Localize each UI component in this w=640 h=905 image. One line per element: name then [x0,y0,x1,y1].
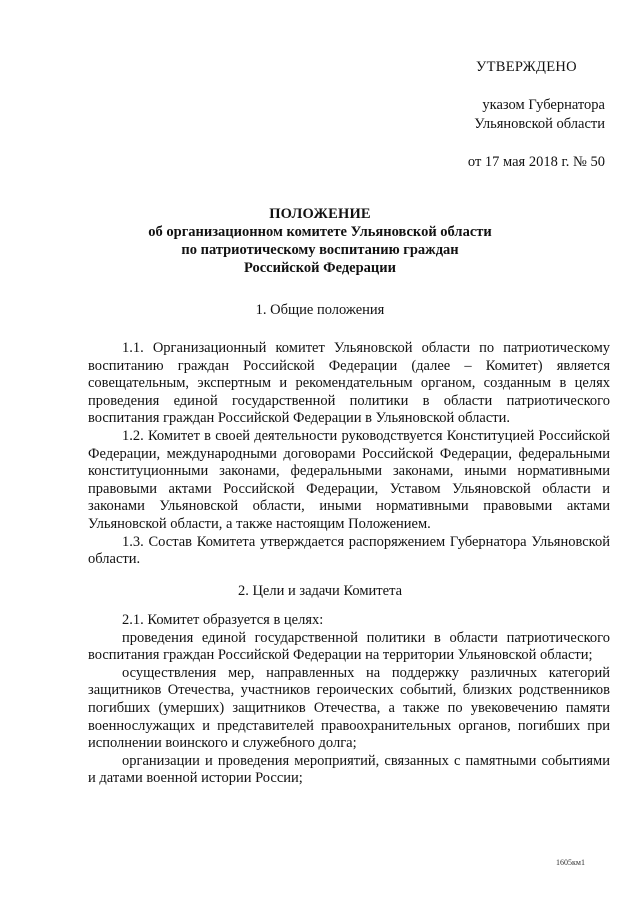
document-code: 1605км1 [556,858,585,867]
section1-paragraph-3: 1.3. Состав Комитета утверждается распоряжением Губернатора Ульяновской области. [88,533,610,568]
section1-body [88,340,610,569]
section1-paragraph-2: 1.2. Комитет в своей деятельности руководствуется Конституцией Российской Федерации, международными договорами Российской Федерации, федеральными конституционными законами, федеральными законами, иными нормативными правовыми актами Российской Федерации, Уставом Ульяновской области и законами Ульяновской области, иными нормативными правовыми актами Ульяновской области, а также настоящим Положением. [88,427,610,532]
title-line3: по патриотическому воспитанию граждан [181,242,459,258]
section1-heading: 1. Общие положения [255,302,385,318]
section2-paragraph-2: проведения единой государственной политики в области патриотического воспитания граждан Российской Федерации на территории Ульяновской области; [88,629,610,664]
section2-paragraph-4: организации и проведения мероприятий, связанных с памятными событиями и датами военной истории России; [88,752,610,787]
approval-word: УТВЕРЖДЕНО [476,59,577,75]
approval-date: от 17 мая 2018 г. № 50 [467,154,605,170]
approval-authority-line1: указом Губернатора [482,97,605,113]
document-title [0,205,640,277]
title-line2: об организационном комитете Ульяновской области [148,224,492,240]
title-line4: Российской Федерации [243,260,396,276]
section2-heading: 2. Цели и задачи Комитета [237,583,403,599]
section2-body [88,612,610,788]
approval-authority-line2: Ульяновской области [474,116,605,132]
title-main: ПОЛОЖЕНИЕ [269,206,371,222]
section1-paragraph-1: 1.1. Организационный комитет Ульяновской области по патриотическому воспитанию граждан Российской Федерации (далее – Комитет) является совещательным, экспертным и рекомендательным органом, созданным в целях проведения единой государственной политики в области патриотического воспитания граждан Российской Федерации в Ульяновской области. [88,340,610,427]
section2-paragraph-1: 2.1. Комитет образуется в целях: [122,612,324,628]
section2-paragraph-3: осуществления мер, направленных на поддержку различных категорий защитников Отечества, участников героических событий, близких родственников погибших (умерших) защитников Отечества, а также по увековечению памяти военнослужащих и представителей правоохранительных органов, погибших при исполнении воинского и служебного долга; [88,664,610,752]
approval-stamp [430,58,605,172]
